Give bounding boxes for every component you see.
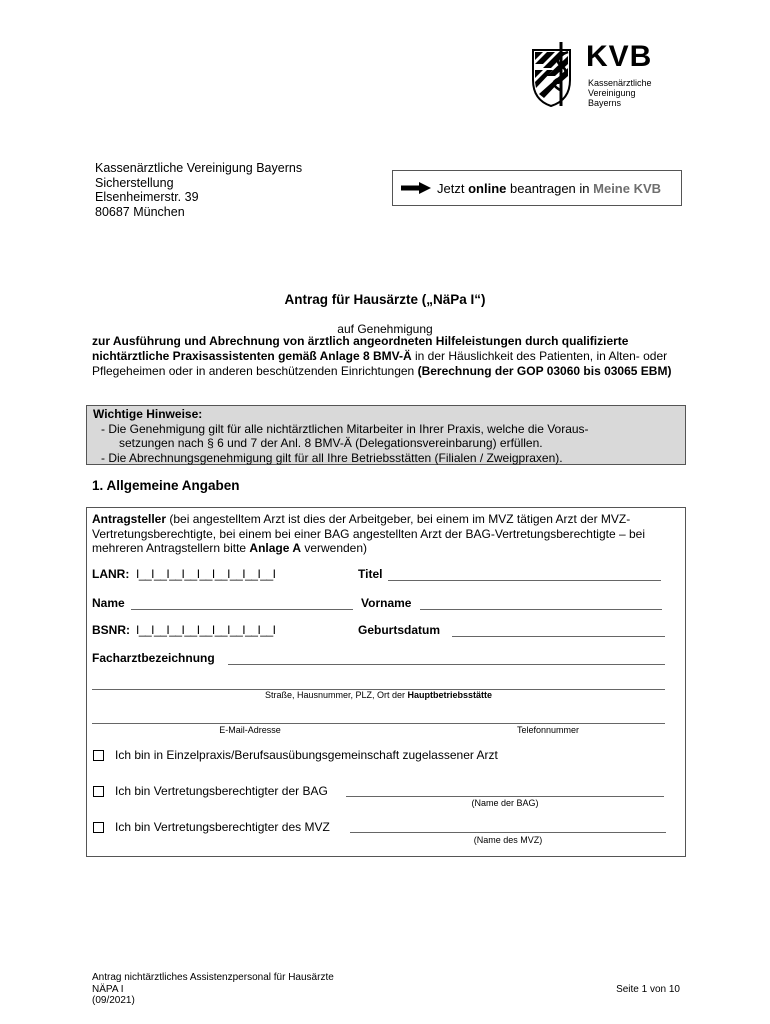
option1-label: Ich bin in Einzelpraxis/Berufsausübungsgemeinschaft zugelassener Arzt [115,748,498,762]
titel-label: Titel [358,567,383,581]
notice-box [86,405,686,465]
logo-wordmark: KVB [586,40,653,73]
email-phone-input[interactable] [92,723,665,724]
bag-name-caption: (Name der BAG) [471,798,539,808]
lanr-label: LANR: [92,567,130,581]
option2-label: Ich bin Vertretungsberechtigter der BAG [115,784,328,798]
online-bold: online [468,180,507,196]
online-middle: beantragen in [510,180,590,196]
option2-checkbox[interactable] [93,786,104,797]
geburtsdatum-input[interactable] [452,636,665,637]
page-title: Antrag für Hausärzte („NäPa I“) [284,292,486,307]
online-apply-link[interactable] [392,170,682,206]
page-number: Seite 1 von 10 [616,984,680,995]
kvb-logo [530,40,680,110]
address-caption: Straße, Hausnummer, PLZ, Ort der Hauptbetriebsstätte [264,690,493,700]
bag-name-input[interactable] [346,796,664,797]
option3-checkbox[interactable] [93,822,104,833]
online-service: Meine KVB [593,180,662,196]
address-line: 80687 München [95,204,185,219]
bavarian-shield-icon [530,40,586,108]
address-line: Kassenärztliche Vereinigung Bayerns [95,161,303,175]
bsnr-input[interactable]: I__I__I__I__I__I__I__I__I__I [136,623,276,637]
mvz-name-input[interactable] [350,832,666,833]
facharzt-label: Facharztbezeichnung [92,651,215,665]
name-label: Name [92,596,125,610]
phone-caption: Telefonnummer [516,725,580,735]
address-line: Elsenheimerstr. 39 [95,190,199,204]
mvz-name-caption: (Name des MVZ) [473,835,543,845]
notice-item: - Die Genehmigung gilt für alle nichtärztlichen Mitarbeiter in Ihrer Praxis, welche die Voraus- [101,421,589,436]
notice-heading: Wichtige Hinweise: [93,407,203,421]
section-heading: 1. Allgemeine Angaben [92,478,240,493]
page-subtitle: auf Genehmigung [337,322,433,336]
email-caption: E-Mail-Adresse [219,725,281,735]
option1-checkbox[interactable] [93,750,104,761]
vorname-label: Vorname [361,596,412,610]
vorname-input[interactable] [420,609,662,610]
facharzt-input[interactable] [228,664,665,665]
notice-item: - Die Abrechnungsgenehmigung gilt für all Ihre Betriebsstätten (Filialen / Zweigpraxen). [101,450,563,465]
geburtsdatum-label: Geburtsdatum [358,623,441,637]
lanr-input[interactable]: I__I__I__I__I__I__I__I__I__I [136,567,276,581]
titel-input[interactable] [388,580,661,581]
name-input[interactable] [131,609,353,610]
footer-info: Antrag nichtärztliches Assistenzpersonal für Hausärzte NÄPA I (09/2021) [92,972,334,1006]
bsnr-label: BSNR: [92,623,130,637]
logo-subtitle: Kassenärztliche Vereinigung Bayerns [588,78,652,108]
applicant-description: Antragsteller (bei angestelltem Arzt ist dies der Arbeitgeber, bei einem im MVZ tätigen Arzt der MVZ-Vertretungsberechtigte, bei einem bei einer BAG angestellten Arzt der BAG-Vertretungsberechtigte – bei mehreren Antragstellern bitte Anlage A verwenden) [92,512,645,555]
notice-item-continued: setzungen nach § 6 und 7 der Anl. 8 BMV-Ä (Delegationsvereinbarung) erfüllen. [119,436,543,450]
recipient-address [95,161,302,219]
intro-paragraph: zur Ausführung und Abrechnung von ärztlich angeordneten Hilfeleistungen durch qualifizierte nichtärztliche Praxisassistenten gemäß Anlage 8 BMV-Ä in der Häuslichkeit des Patienten, in Alten- oder Pflegeheimen oder in anderen beschützenden Einrichtungen (Berechnung der GOP 03060 bis 03065 EBM) [92,334,672,378]
arrow-right-icon [401,182,431,194]
option3-label: Ich bin Vertretungsberechtigter des MVZ [115,820,330,834]
address-line: Sicherstellung [95,175,174,190]
online-prefix: Jetzt [437,180,465,196]
